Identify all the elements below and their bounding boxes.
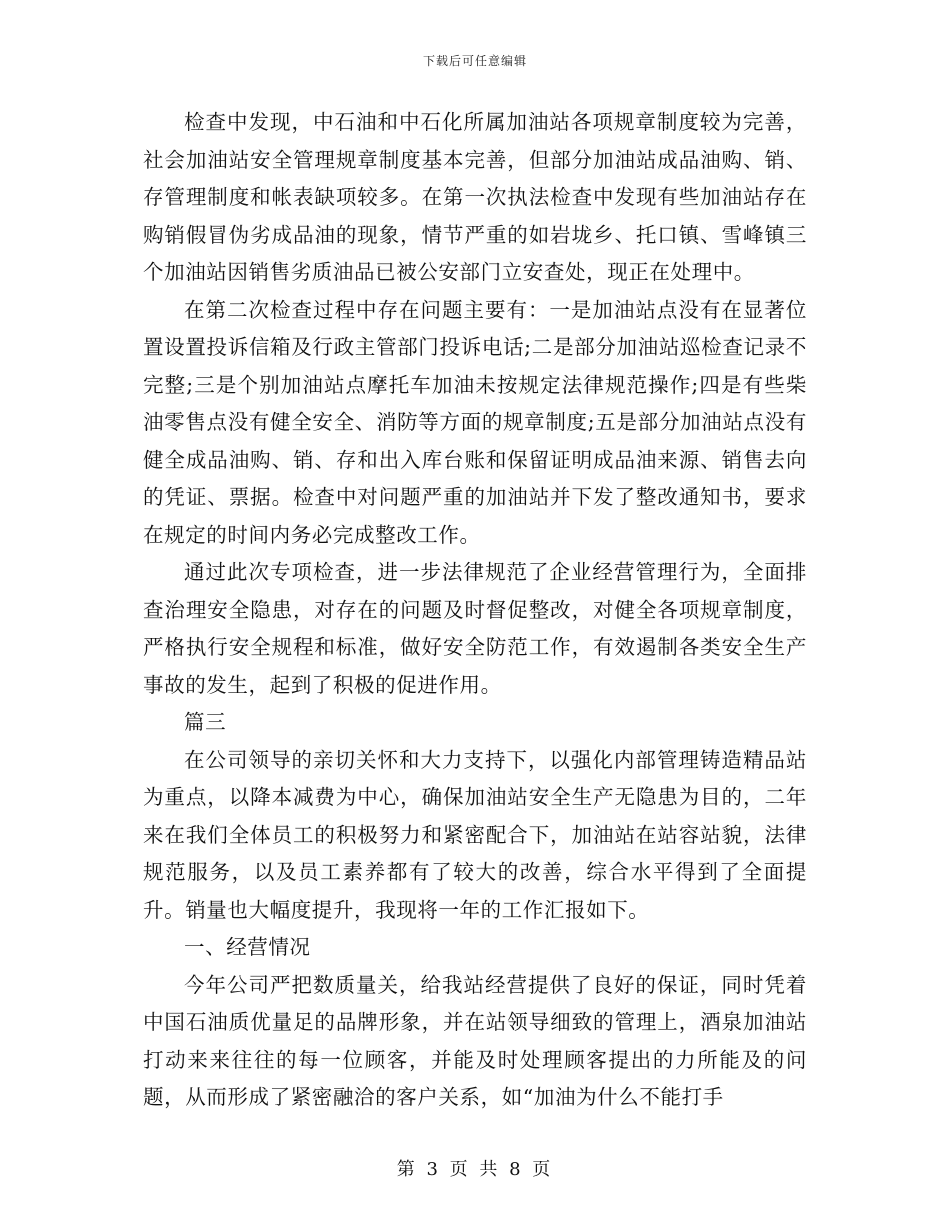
paragraph-inspection-results: 通过此次专项检查，进一步法律规范了企业经营管理行为，全面排查治理安全隐患，对存在的问题及时督促整改，对健全各项规章制度，严格执行安全规程和标准，做好安全防范工作，有效遏制各类安全生产事故的发生，起到了积极的促进作用。 xyxy=(143,560,807,697)
paragraph-second-inspection: 在第二次检查过程中存在问题主要有：一是加油站点没有在显著位置设置投诉信箱及行政主管部门投诉电话;二是部分加油站巡检查记录不完整;三是个别加油站点摩托车加油未按规定法律规范操作;四是有些柴油零售点没有健全安全、消防等方面的规章制度;五是部分加油站点没有健全成品油购、销、存和出入库台账和保留证明成品油来源、销售去向的凭证、票据。检查中对问题严重的加油站并下发了整改通知书，要求在规定的时间内务必完成整改工作。 xyxy=(143,297,807,547)
page-header: 下载后可任意编辑 xyxy=(422,54,527,68)
paragraph-part-three-intro: 在公司领导的亲切关怀和大力支持下，以强化内部管理铸造精品站为重点，以降本减费为中心，确保加油站安全生产无隐患为目的，二年来在我们全体员工的积极努力和紧密配合下，加油站在站容站貌，法律规范服务，以及员工素养都有了较大的改善，综合水平得到了全面提升。销量也大幅度提升，我现将一年的工作汇报如下。 xyxy=(143,747,807,922)
document-body xyxy=(143,104,807,1117)
page-number: 第 3 页 共 8 页 xyxy=(396,1159,554,1180)
paragraph-inspection-findings: 检查中发现，中石油和中石化所属加油站各项规章制度较为完善，社会加油站安全管理规章制度基本完善，但部分加油站成品油购、销、存管理制度和帐表缺项较多。在第一次执法检查中发现有些加油站存在购销假冒伪劣成品油的现象，情节严重的如岩垅乡、托口镇、雪峰镇三个加油站因销售劣质油品已被公安部门立安查处，现正在处理中。 xyxy=(143,110,807,284)
paragraph-operations: 今年公司严把数质量关，给我站经营提供了良好的保证，同时凭着中国石油质优量足的品牌形象，并在站领导细致的管理上，酒泉加油站打动来来往往的每一位顾客，并能及时处理顾客提出的力所能及的问题，从而形成了紧密融洽的客户关系，如“加油为什么不能打手 xyxy=(143,972,807,1109)
section-heading-operations: 一、经营情况 xyxy=(184,935,311,959)
section-heading-part-three: 篇三 xyxy=(184,710,227,734)
